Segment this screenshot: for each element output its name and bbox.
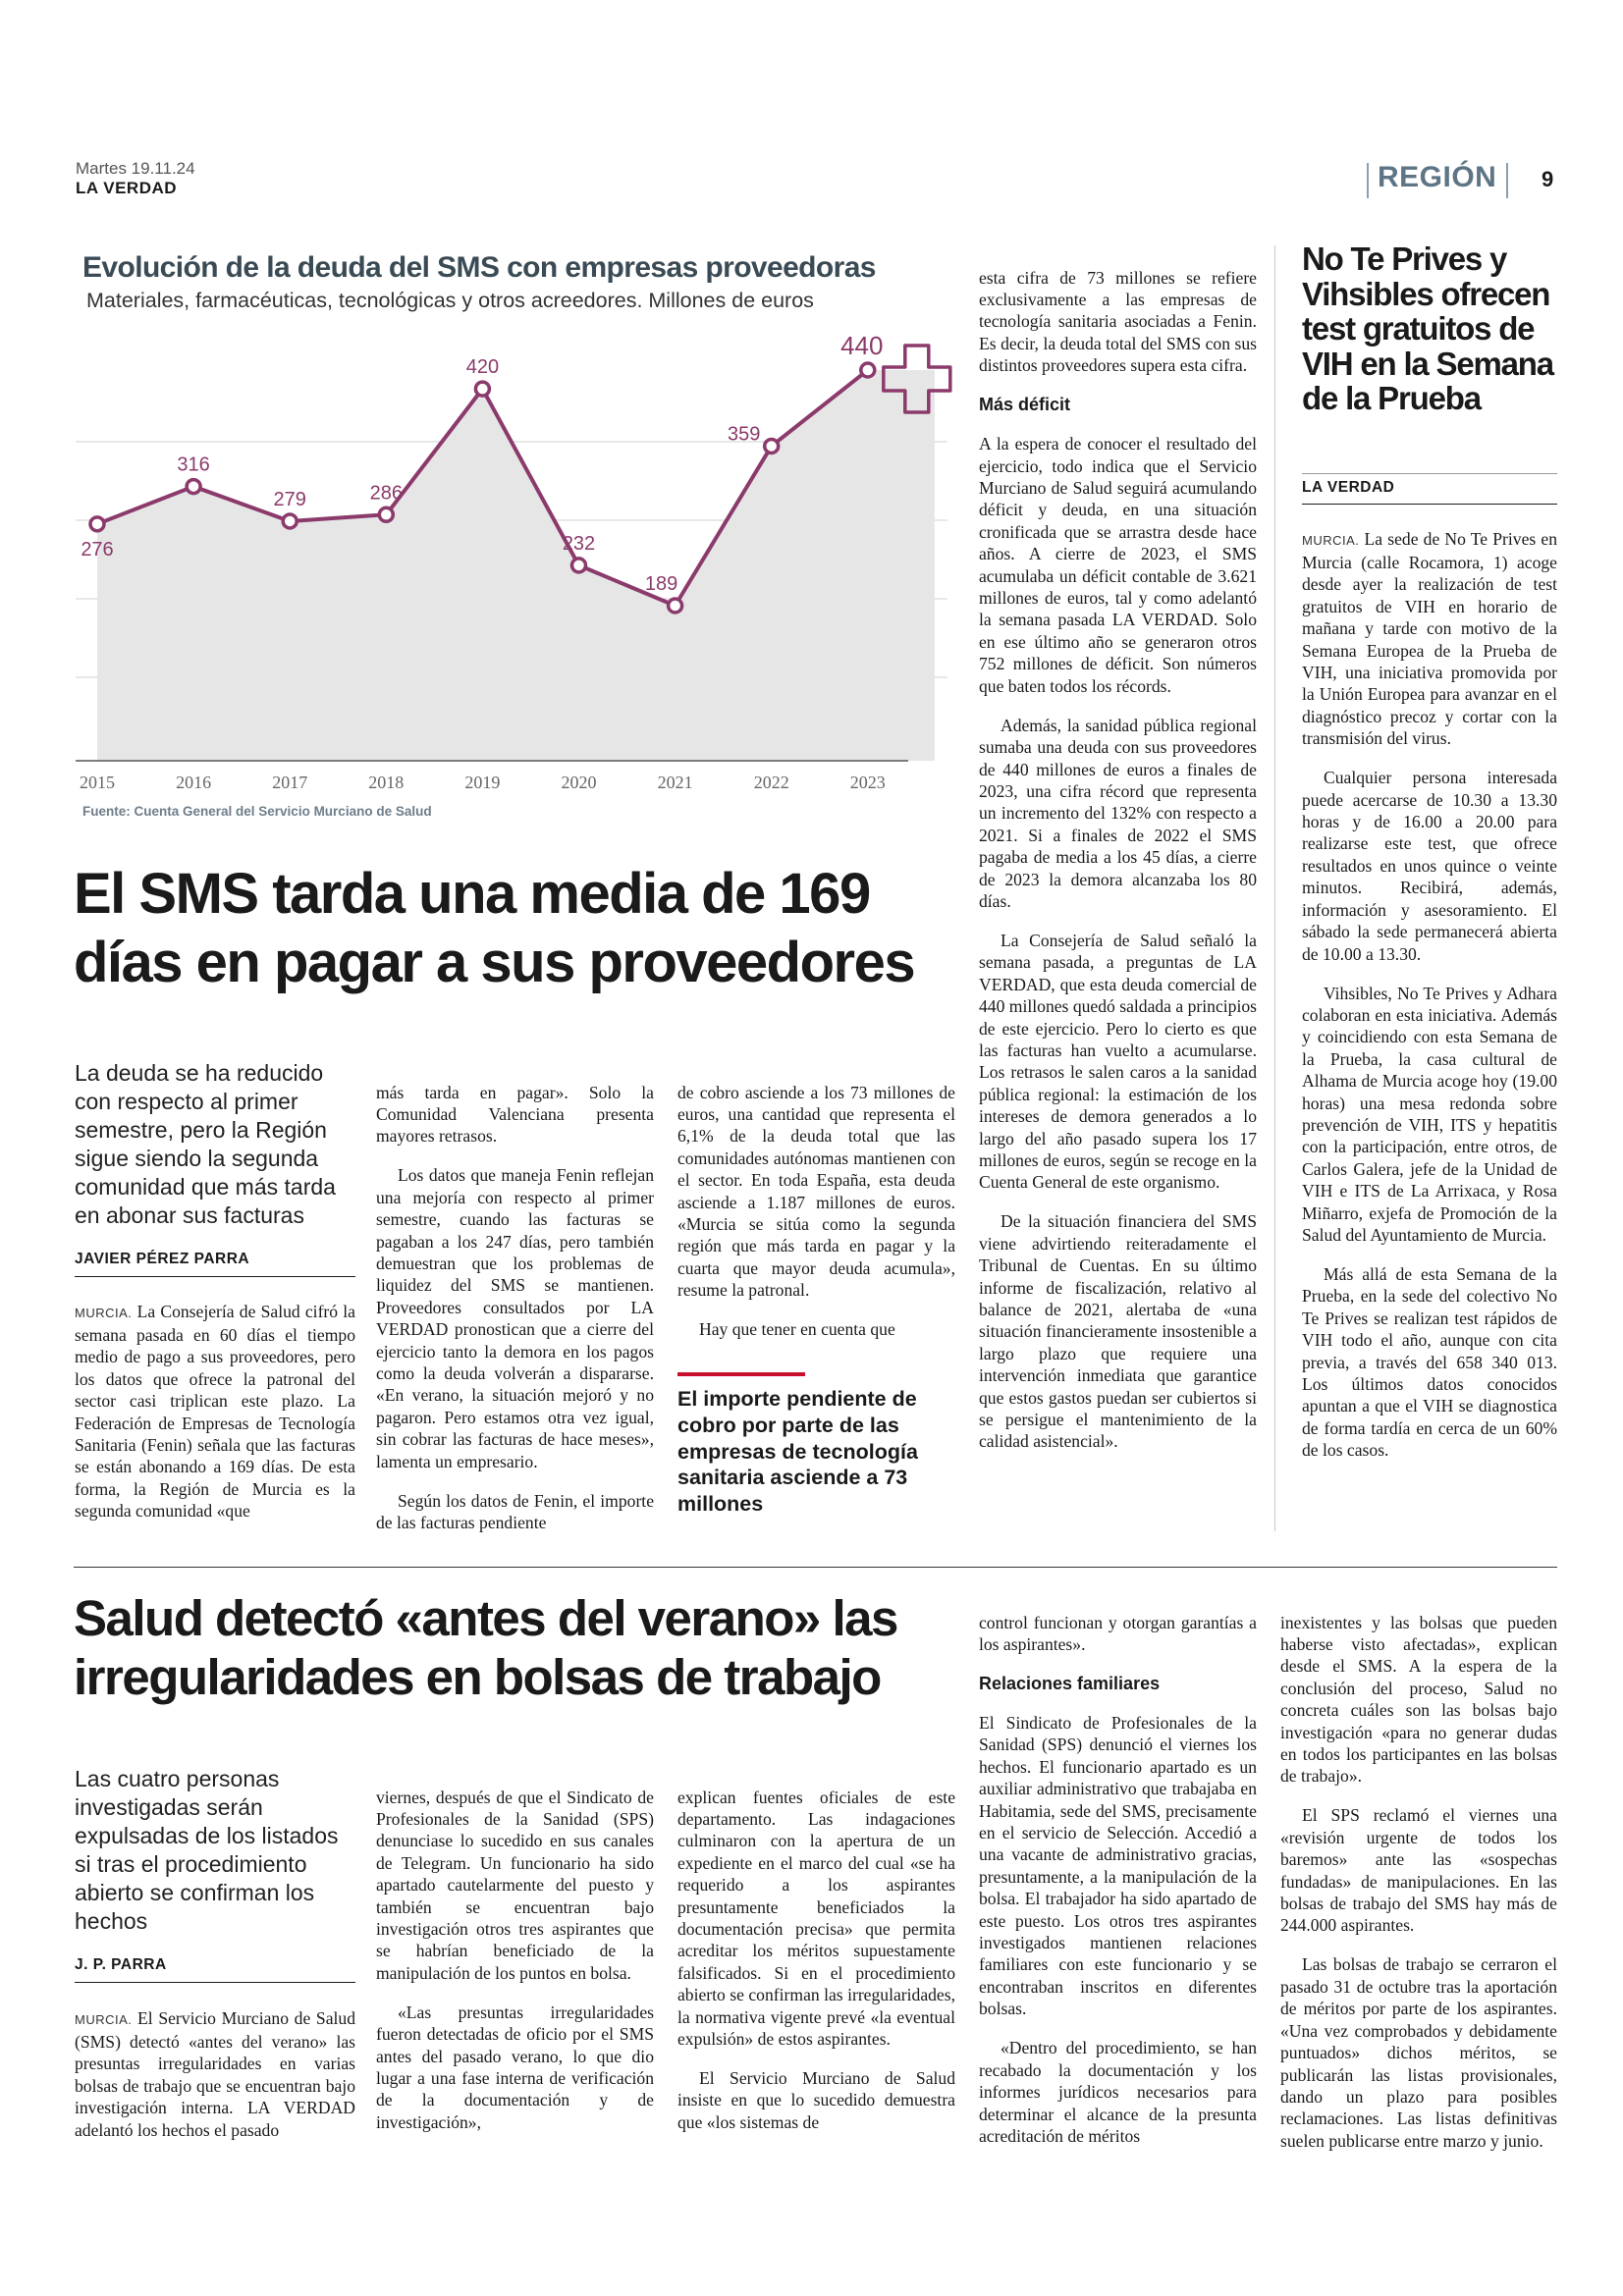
article3-byline-rule (75, 1982, 355, 1983)
article2-p1: La sede de No Te Prives en Murcia (calle Rocamora, 1) acoge desde ayer la realización de test gratuitos de VIH en horario de mañana y tarde con motivo de la Semana Europea de la Prueba de VIH, una iniciativa promovida por la Unión Europea para avanzar en el diagnóstico precoz y cortar con la transmisión del virus. (1302, 528, 1557, 749)
data-point (90, 517, 104, 531)
article1-col4-paragraph: La Consejería de Salud señaló la semana pasada, a preguntas de LA VERDAD, que esta deuda comercial de 440 millones quedó saldada a principios de este ejercicio. Pero lo cierto es que las facturas han vuelto a acumularse. Los retrasos le salen caros a la sanidad pública regional: la estimación de los intereses de demora generados a lo largo del año pasado supera los 17 millones de euros, según se recoge en la Cuenta General de este organismo. (979, 930, 1257, 1193)
article1-column-2 (376, 1064, 654, 1551)
article2-paragraph: Vihsibles, No Te Prives y Adhara colaboran en esta iniciativa. Además y coincidiendo con esta Semana de la Prueba, la casa cultural de Alhama de Murcia acoge hoy (19.00 horas) una mesa redonda sobre prevención de VIH, ITS y hepatitis con la participación, entre otros, de Carlos Galera, jefe de la Unidad de VIH e ITS de La Arrixaca, y Rosa Miñarro, exjefa de Promoción de la Salud del Ayuntamiento de Murcia. (1302, 983, 1557, 1245)
article1-column-1 (75, 1283, 355, 1539)
article1-col4-paragraph: A la espera de conocer el resultado del ejercicio, todo indica que el Servicio Murciano de Salud seguirá acumulando déficit y deuda, en una situación cronificada que se arrastra desde hace años. A cierre de 2023, el SMS acumulaba un déficit contable de 3.621 millones de euros, tal y como adelantó la semana pasada LA VERDAD. Solo en ese último año se generaron otros 752 millones de déficit. Son números que baten todos los récords. (979, 434, 1257, 696)
article3-headline-line1: Salud detectó «antes del verano» las (74, 1590, 897, 1646)
data-point (861, 363, 875, 377)
article2-byline: LA VERDAD (1302, 479, 1395, 496)
article3-col4-paragraph: El Sindicato de Profesionales de la Sanidad (SPS) denunció el viernes los hechos. El funcionario apartado es un auxiliar administrativo que trabajaba en Habitamia, sede del SMS, precisamente en el servicio de Selección. Accedió a una vacante de administrativo gracias, presuntamente, a la manipulación de la bolsa. El trabajador ha sido apartado de este puesto. Los otros tres aspirantes investigados mantienen relaciones familiares con este funcionario y se encontraban inscritos en diferentes bolsas. (979, 1713, 1257, 2019)
article2-paragraph: Cualquier persona interesada puede acercarse de 10.30 a 13.30 horas y de 16.00 a 20.00 para realizarse este test, que ofrece resultados en unos quince o veinte minutos. Recibirá, además, información y asesoramiento. El sábado la sede permanecerá abierta de 10.00 a 13.30. (1302, 768, 1557, 964)
section-divider-left (1367, 163, 1369, 198)
article3-col5-paragraph: Las bolsas de trabajo se cerraron el pasado 31 de octubre tras la aportación de méritos por parte de los aspirantes. «Una vez comprobados y debidamente puntuados» dichos méritos, se publicarán las listas provisionales, dando un plazo para posibles reclamaciones. Las listas definitivas suelen publicarse entre marzo y junio. (1280, 1954, 1557, 2151)
data-label: 276 (81, 538, 114, 561)
article3-col4-paragraph: «Dentro del procedimiento, se han recabado la documentación y los informes jurídicos necesarios para determinar el alcance de la presunta acreditación de méritos (979, 2038, 1257, 2146)
article1-headline-line1: El SMS tarda una media de 169 (74, 862, 870, 926)
data-label: 279 (273, 488, 306, 510)
article3-column-5 (1280, 1594, 1557, 2169)
article1-column-3 (677, 1064, 955, 1358)
x-tick-label: 2020 (561, 773, 597, 792)
data-label: 232 (562, 532, 596, 555)
x-tick-label: 2016 (176, 773, 212, 792)
article2-headline-line: Vihsibles ofrecen (1302, 275, 1550, 312)
article3-col3-paragraph: explican fuentes oficiales de este departamento. Las indagaciones culminaron con la apertura de un expediente en el marco del cual «se ha requerido a los aspirantes presuntamente beneficiados la documentación precisa» que permita acreditar los méritos supuestamente falsificados. Si en el procedimiento abierto se confirman las irregularidades, la normativa vigente prevé «la eventual expulsión» de estos aspirantes. (677, 1787, 955, 2050)
chart-subtitle: Materiales, farmacéuticas, tecnológicas y otros acreedores. Millones de euros (86, 289, 814, 312)
article3-col1-text: El Servicio Murciano de Salud (SMS) detectó «antes del verano» las presuntas irregularidades en varias bolsas de trabajo que se encuentran bajo investigación interna. LA VERDAD adelantó los hechos el pasado (75, 2007, 355, 2140)
data-point (765, 439, 779, 453)
x-tick-label: 2021 (657, 773, 693, 792)
article2-headline-line: VIH en la Semana (1302, 345, 1553, 382)
article2-byline-rule (1302, 504, 1557, 505)
section-divider-right (1506, 163, 1508, 198)
article1-dateline: MURCIA. (75, 1305, 133, 1320)
pullquote-rule (677, 1372, 805, 1376)
article3-subhead: Relaciones familiares (979, 1674, 1161, 1693)
article3-dateline: MURCIA. (75, 2011, 133, 2027)
article2-top-rule (1302, 473, 1557, 474)
article3-column-4 (979, 1594, 1257, 2164)
article3-col3-paragraph: El Servicio Murciano de Salud insiste en que lo sucedido demuestra que «los sistemas de (677, 2068, 955, 2132)
article3-col5-paragraph: inexistentes y las bolsas que pueden haberse visto afectadas», explican desde el SMS. A la espera de la conclusión del proceso, Salud no concreta cuáles son las bolsas bajo investigación «para no generar dudas en todos los participantes en las bolsas de trabajo». (1280, 1612, 1557, 1787)
data-label: 359 (728, 423, 761, 446)
article3-headline-line2: irregularidades en bolsas de trabajo (74, 1649, 881, 1705)
article1-column-4 (979, 249, 1257, 1469)
x-tick-label: 2019 (464, 773, 501, 792)
article2-headline-line: test gratuitos de (1302, 310, 1535, 347)
data-point (283, 514, 297, 528)
article1-deck: La deuda se ha reducido con respecto al primer semestre, pero la Región sigue siendo la segunda comunidad que más tarda en abonar sus facturas (75, 1060, 336, 1228)
x-tick-label: 2015 (80, 773, 115, 792)
x-tick-label: 2023 (849, 773, 886, 792)
data-point (475, 382, 489, 396)
article1-col4-paragraph: esta cifra de 73 millones se refiere exclusivamente a las empresas de tecnología sanitaria asociadas a Fenin. Es decir, la deuda total del SMS con sus distintos proveedores supera esta cifra. (979, 267, 1257, 376)
data-point (669, 599, 682, 613)
article3-col5-paragraph: El SPS reclamó el viernes una «revisión urgente de todos los baremos» ante las «sospechas fundadas» de manipulaciones. En las bolsas de trabajo del SMS hay más de 244.000 aspirantes. (1280, 1805, 1557, 1936)
data-point (187, 480, 200, 494)
article2-headline-line: No Te Prives y (1302, 240, 1507, 277)
chart-source: Fuente: Cuenta General del Servicio Murciano de Salud (82, 804, 432, 819)
article1-byline: JAVIER PÉREZ PARRA (75, 1251, 250, 1267)
data-label: 420 (465, 356, 500, 379)
article1-col4-paragraph: Además, la sanidad pública regional sumaba una deuda con sus proveedores de 440 millones de euros a finales de 2023, una cifra récord que representa un incremento del 132% con respecto a 2021. Si a finales de 2022 el SMS pagaba de media a los 45 días, a cierre de 2023 la demora alcanzaba los 80 días. (979, 715, 1257, 911)
article1-col2-paragraph: más tarda en pagar». Solo la Comunidad Valenciana presenta mayores retrasos. (376, 1082, 654, 1147)
page-number: 9 (1542, 167, 1554, 191)
x-tick-label: 2018 (368, 773, 405, 792)
article1-subhead: Más déficit (979, 395, 1071, 415)
page-header-date: Martes 19.11.24 (76, 159, 195, 178)
article1-col3-paragraph: de cobro asciende a los 73 millones de euros, una cantidad que representa el 6,1% de la deuda total que las comunidades autónomas mantienen con el sector. En toda España, esta deuda asciende a 1.187 millones de euros. «Murcia se sitúa como la segunda región que más tarda en pagar y la cuarta que mayor deuda acumula», resume la patronal. (677, 1082, 955, 1301)
section-divider (74, 1567, 1557, 1568)
data-point (379, 507, 393, 521)
pullquote: El importe pendiente de cobro por parte de las empresas de tecnología sanitaria asciende a 73 millones (677, 1387, 918, 1517)
x-tick-label: 2022 (753, 773, 789, 792)
data-label: 316 (177, 454, 210, 476)
article1-col2-paragraph: Según los datos de Fenin, el importe de las facturas pendiente (376, 1490, 654, 1533)
article3-column-2 (376, 1769, 654, 2151)
article3-col2-paragraph: «Las presuntas irregularidades fueron detectadas de oficio por el SMS antes del pasado verano, lo que dio lugar a una fase interna de verificación de la documentación y de investigación», (376, 2002, 654, 2132)
article3-deck: Las cuatro personas investigadas serán expulsadas de los listados si tras el procedimiento abierto se confirman los hechos (75, 1766, 339, 1934)
data-label: 440 (840, 331, 884, 360)
column-separator (1274, 245, 1275, 1531)
article2-dateline: MURCIA. (1302, 532, 1360, 548)
data-point (572, 559, 586, 572)
article2-paragraph: Más allá de esta Semana de la Prueba, en la sede del colectivo No Te Prives se realizan test rápidos de VIH todo el año, aunque con cita previa, a través del 658 340 013. Los últimos datos conocidos apuntan a que el VIH se diagnostica de forma tardía en cerca de un 60% de los casos. (1302, 1263, 1557, 1461)
article3-column-3 (677, 1769, 955, 2151)
article2-headline (1302, 241, 1557, 416)
article3-column-1 (75, 1990, 355, 2159)
article1-byline-rule (75, 1276, 355, 1277)
page-header-paper: LA VERDAD (76, 179, 178, 197)
data-label: 286 (369, 482, 403, 505)
article1-col4-paragraph: De la situación financiera del SMS viene advirtiendo reiteradamente el Tribunal de Cuentas. En su último informe de fiscalización, relativo al balance de 2021, alertaba de «una situación financieramente insostenible a largo plazo que requiere una intervención inmediata que garantice que estos gastos puedan ser cubiertos si se persigue el mantenimiento de la calidad asistencial». (979, 1211, 1257, 1452)
article3-byline: J. P. PARRA (75, 1956, 167, 1973)
x-tick-label: 2017 (272, 773, 308, 792)
article1-col1-text: La Consejería de Salud cifró la semana pasada en 60 días el tiempo medio de pago a sus proveedores, pero los datos que ofrece la patronal del sector casi triplican este plazo. La Federación de Empresas de Tecnología Sanitaria (Fenin) señala que las facturas se están abonando a 169 días. De esta forma, la Región de Murcia es la segunda comunidad «que (75, 1301, 355, 1522)
chart-area-fill (97, 370, 935, 761)
article1-col2-paragraph: Los datos que maneja Fenin reflejan una mejoría con respecto al primer semestre, cuando las facturas se pagaban a los 247 días, pero también demuestran que los problemas de liquidez del SMS se mantienen. Proveedores consultados por LA VERDAD pronostican que a cierre del ejercicio tanto la demora en los pagos como la deuda volverán a dispararse. «En verano, la situación mejoró y no pagaron. Pero estamos otra vez igual, sin cobrar las facturas de hace meses», lamenta un empresario. (376, 1165, 654, 1471)
article3-col4-paragraph: control funcionan y otorgan garantías a los aspirantes». (979, 1612, 1257, 1654)
article3-col2-paragraph: viernes, después de que el Sindicato de Profesionales de la Sanidad (SPS) denunciase lo sucedido en sus canales de Telegram. Un funcionario ha sido apartado cautelarmente del puesto y también se encuentran bajo investigación otros tres aspirantes que se habrían beneficiado de la manipulación de los puntos en bolsa. (376, 1787, 654, 1983)
article2-headline-line: de la Prueba (1302, 380, 1481, 416)
article1-col3-paragraph: Hay que tener en cuenta que (699, 1319, 895, 1340)
data-label: 189 (644, 573, 678, 595)
article1-headline-line2: días en pagar a sus proveedores (74, 931, 915, 994)
debt-chart (0, 0, 982, 844)
article2-body (1302, 510, 1557, 1478)
chart-title: Evolución de la deuda del SMS con empresas proveedoras (82, 251, 876, 284)
section-label: REGIÓN (1378, 161, 1497, 193)
